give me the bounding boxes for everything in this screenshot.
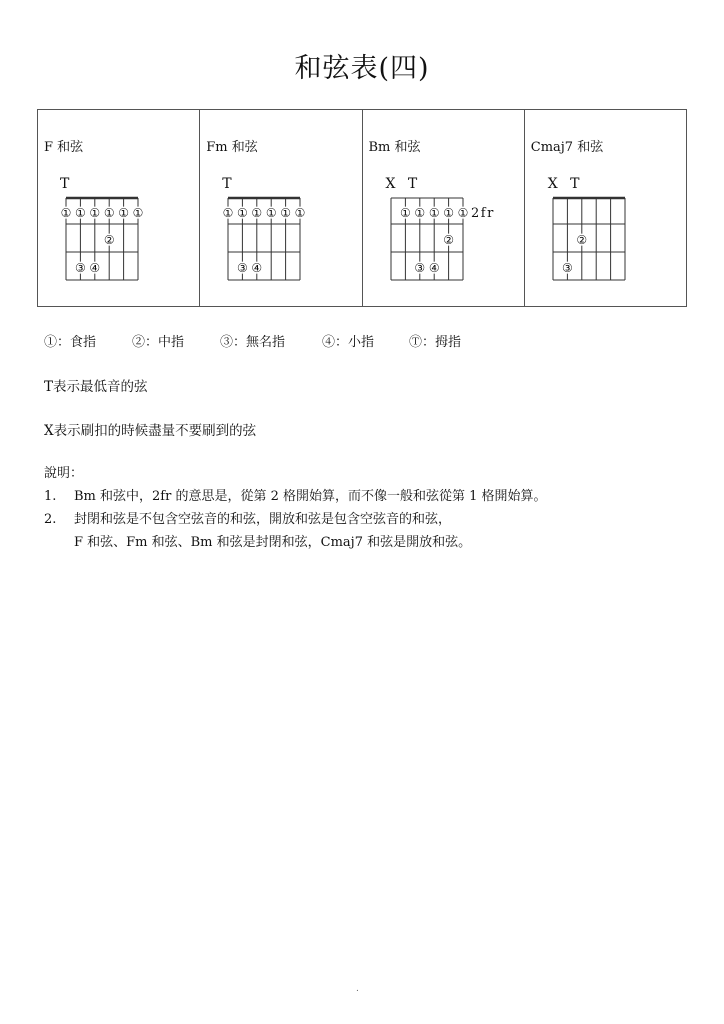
finger-4: ④ <box>428 261 440 275</box>
finger-legend <box>44 331 461 350</box>
chord-name: F 和弦 <box>44 140 84 155</box>
finger-1: ① <box>103 206 115 220</box>
page-title: 和弦表(四) <box>294 53 430 84</box>
item-number: 2. <box>44 512 57 527</box>
finger-4: ④ <box>251 261 263 275</box>
fret-position-label: 2fr <box>470 206 495 221</box>
finger-1: ① <box>222 206 234 220</box>
explanation-item <box>44 485 547 508</box>
string-marker: T <box>60 176 74 192</box>
finger-1: ① <box>280 206 292 220</box>
chord-cell-f <box>38 110 200 306</box>
string-marker: X T <box>385 176 422 192</box>
x-meaning-note: X表示刷扣的時候盡量不要刷到的弦 <box>44 423 257 439</box>
finger-1: ① <box>132 206 144 220</box>
legend-item-middle-finger: ②：中指 <box>132 335 185 350</box>
finger-1: ① <box>413 206 425 220</box>
item-text: 封閉和弦是不包含空弦音的和弦，開放和弦是包含空弦音的和弦， <box>74 512 452 527</box>
fretboard <box>222 194 308 286</box>
explanation-heading: 說明： <box>44 466 84 481</box>
legend-item-index-finger: ①：食指 <box>44 335 97 350</box>
finger-1: ① <box>237 206 249 220</box>
finger-3: ③ <box>413 261 425 275</box>
finger-4: ④ <box>89 261 101 275</box>
legend-item-ring-finger: ③：無名指 <box>220 335 286 350</box>
fretboard <box>60 194 146 286</box>
finger-2: ② <box>576 233 587 247</box>
chord-diagram-bm <box>391 194 521 290</box>
explanation-section <box>44 462 547 554</box>
explanation-continuation: F 和弦、Fm 和弦、Bm 和弦是封閉和弦，Cmaj7 和弦是開放和弦。 <box>74 535 472 550</box>
chord-diagram-f <box>60 194 146 290</box>
chord-cell-fm <box>200 110 362 306</box>
chord-name: Cmaj7 和弦 <box>530 140 604 155</box>
legend-item-thumb: Ⓣ：拇指 <box>409 335 462 350</box>
fretboard <box>553 194 633 286</box>
finger-1: ① <box>457 206 468 220</box>
legend-item-little-finger: ④：小指 <box>322 335 375 350</box>
finger-3: ③ <box>75 261 86 275</box>
fretboard <box>391 194 521 286</box>
finger-1: ① <box>60 206 72 220</box>
finger-2: ② <box>442 233 454 247</box>
item-text: Bm 和弦中，2fr 的意思是，從第 2 格開始算，而不像一般和弦從第 1 格開始算。 <box>74 489 547 504</box>
finger-1: ① <box>251 206 263 220</box>
chord-name: Fm 和弦 <box>206 140 258 155</box>
finger-3: ③ <box>561 261 573 275</box>
chord-cell-cmaj7 <box>525 110 686 306</box>
finger-1: ① <box>428 206 440 220</box>
string-marker: T <box>222 176 236 192</box>
finger-1: ① <box>442 206 454 220</box>
chord-diagram-cmaj7 <box>553 194 633 290</box>
chord-name: Bm 和弦 <box>368 140 421 155</box>
finger-1: ① <box>399 206 411 220</box>
finger-2: ② <box>103 233 115 247</box>
finger-3: ③ <box>237 261 249 275</box>
t-meaning-note: T表示最低音的弦 <box>44 379 148 395</box>
item-number: 1. <box>44 489 57 504</box>
finger-1: ① <box>75 206 86 220</box>
finger-1: ① <box>266 206 277 220</box>
finger-1: ① <box>294 206 306 220</box>
finger-1: ① <box>118 206 129 220</box>
string-marker: X T <box>547 176 584 192</box>
chord-diagram-fm <box>222 194 308 290</box>
chord-cell-bm <box>363 110 525 306</box>
chord-table <box>37 109 687 307</box>
footer-mark: . <box>356 984 359 994</box>
explanation-item <box>44 508 547 531</box>
finger-1: ① <box>89 206 101 220</box>
